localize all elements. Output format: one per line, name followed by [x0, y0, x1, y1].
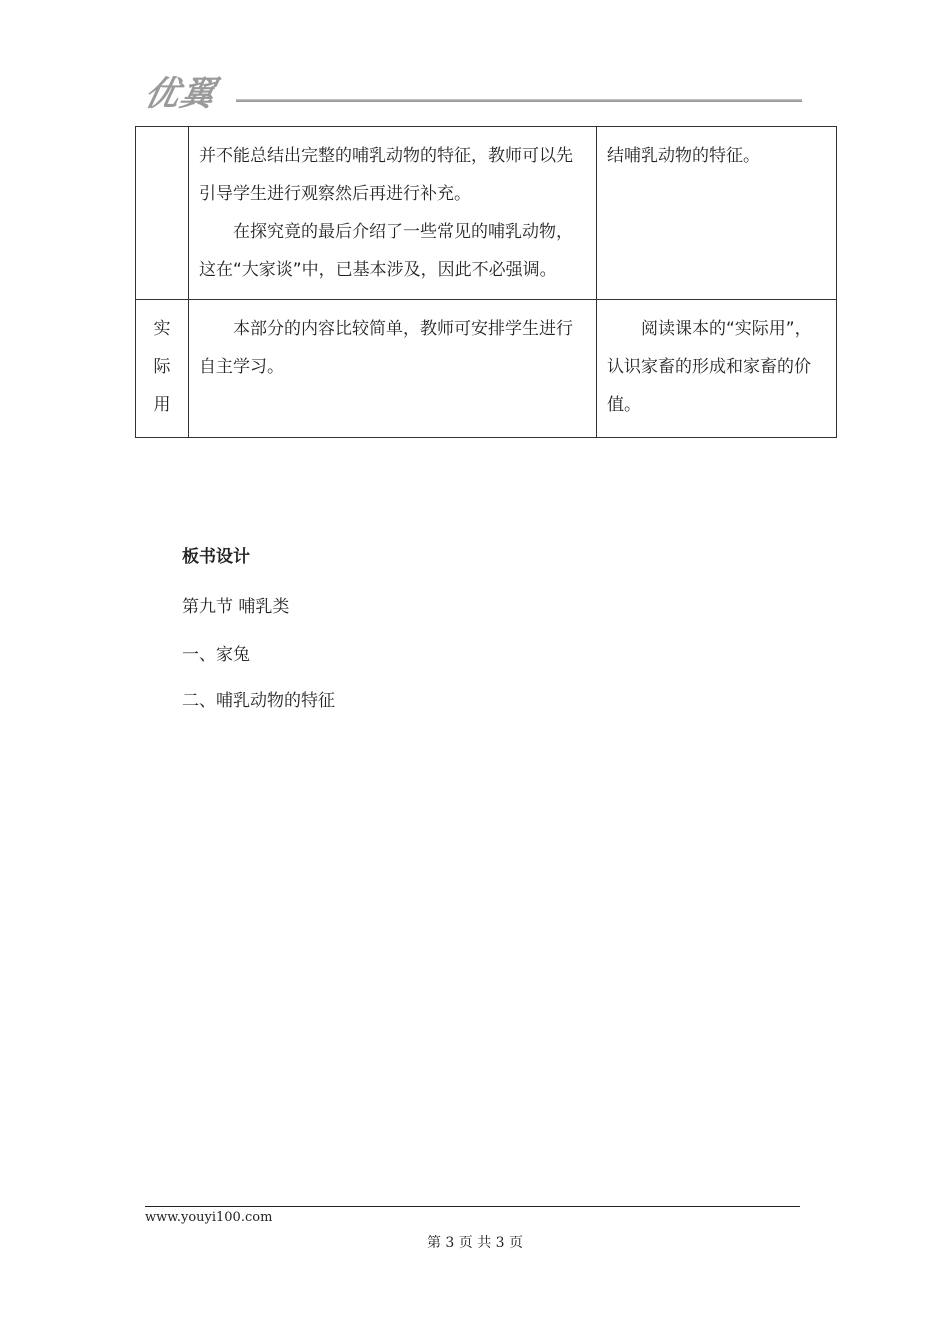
header-rule [236, 99, 802, 102]
lesson-table [135, 126, 837, 438]
content-cell [189, 127, 597, 300]
row-label-char: 际 [153, 357, 171, 377]
table-row [136, 127, 837, 300]
table-row [136, 300, 837, 438]
row-label-char: 实 [153, 319, 171, 339]
content-cell [189, 300, 597, 438]
board-line: 二、哺乳动物的特征 [182, 691, 335, 711]
activity-paragraph: 结哺乳动物的特征。 [607, 146, 760, 166]
activity-paragraph: 阅读课本的“实际用”，认识家畜的形成和家畜的价值。 [607, 319, 812, 415]
activity-cell [597, 300, 837, 438]
content-paragraph: 本部分的内容比较简单，教师可安排学生进行自主学习。 [199, 319, 573, 377]
logo: 优翼 [141, 74, 220, 114]
activity-cell [597, 127, 837, 300]
board-line: 第九节 哺乳类 [182, 597, 290, 617]
page-number: 第 3 页 共 3 页 [426, 1235, 524, 1251]
content-paragraph: 并不能总结出完整的哺乳动物的特征，教师可以先引导学生进行观察然后再进行补充。 [199, 146, 573, 204]
row-label-cell [136, 300, 189, 438]
content-paragraph: 在探究竟的最后介绍了一些常见的哺乳动物，这在“大家谈”中，已基本涉及，因此不必强调。 [199, 222, 573, 280]
row-label-char: 用 [153, 395, 171, 415]
board-design-title: 板书设计 [182, 547, 250, 567]
row-label-cell [136, 127, 189, 300]
board-line: 一、家兔 [182, 645, 250, 665]
footer-rule [145, 1206, 800, 1207]
footer-url: www.youyi100.com [145, 1210, 273, 1225]
